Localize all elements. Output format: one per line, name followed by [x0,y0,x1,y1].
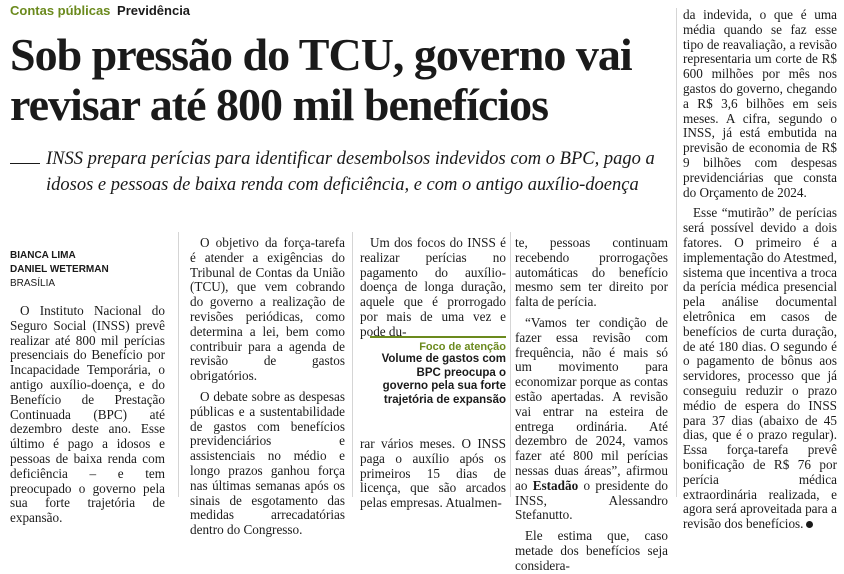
paragraph [515,316,668,523]
deck-rule [10,163,40,164]
author-2: DANIEL WETERMAN [10,264,109,275]
quote-text: “Vamos ter condição de fazer essa revisão com frequência, não é mais só um movimento para economizar porque as contas estão apertadas. A revisão vai entrar na esteira de entrega ordinária. Até dezembro de 2024, vamos fazer até 800 mil perícias nessas duas áreas”, afirmou ao [515,314,668,493]
column-2 [190,236,345,538]
deck-subtitle: INSS prepara perícias para identificar desembolsos indevidos com o BPC, pago a idosos e pessoas de baixa renda com deficiência, e com o antigo auxílio-doença [46,149,655,195]
byline [10,249,109,291]
paragraph: da indevida, o que é uma média quando se faz esse tipo de reavaliação, a revisão representaria um corte de R$ 600 milhões por mês nos gastos do governo, chegando a R$ 3,6 bilhões em seis meses. A cifra, segundo o INSS, já está embutida na previsão de economia de R$ 9 bilhões com despesas previdenciárias que consta do Orçamento de 2024. [683,7,837,200]
sidebar-box [370,336,506,407]
column-divider [510,232,511,497]
end-of-article-icon [806,521,813,528]
column-divider [676,8,677,497]
bridge-word: o [583,477,591,493]
paragraph [683,206,837,532]
newspaper-name: Estadão [532,477,579,493]
paragraph: O objetivo da força-tarefa é atender a exigências do Tribunal de Contas da União (TCU), que vem cobrando do governo a realização de revisões periódicas, como determina a lei, bem como contribuir para a agenda de revisão de gastos obrigatórios. [190,235,345,384]
column-1 [10,304,165,526]
paragraph: O debate sobre as despesas públicas e a sustentabilidade de gastos com benefícios previdenciários e assistenciais no médio e longo prazos ganhou força nas últimas semanas após os sinais de esgotamento das medidas arrecadatórias dentro do Congresso. [190,388,345,538]
column-3-bottom [360,437,506,511]
paragraph: te, pessoas continuam recebendo prorrogações automáticas do benefício mesmo sem ter direito por falta de perícia. [515,235,668,310]
column-4 [515,236,668,574]
kicker-section: Contas públicas [10,3,111,18]
paragraph: Ele estima que, caso metade dos benefícios seja considera- [515,528,668,573]
quote-attribution: presidente do INSS, Alessandro Stefanutto. [515,477,668,523]
byline-location: BRASÍLIA [10,278,56,289]
sidebar-tag: Foco de atenção [419,341,506,353]
headline: Sob pressão do TCU, governo vai revisar até 800 mil benefícios [10,29,632,130]
closing-text: Esse “mutirão” de perícias será possível devido a dois fatores. O primeiro é a implementação do Atestmed, sistema que incentiva a troca da perícia médica presencial pela análise documental eletrônica em casos de benefícios de curta duração, de até 180 dias. O segundo é o pagamento de bônus aos servidores, processo que já conseguiu reduzir o prazo médio de espera do INSS para 37 dias (abaixo de 45 dias, que é o prazo regular). Essa força-tarefa prevê bonificação de R$ 76 por perícia médica extraordinária realizada, e agora será aproveitada para a revisão dos benefícios. [683,205,837,532]
kicker-subsection: Previdência [117,3,191,18]
paragraph: Um dos focos do INSS é realizar perícias no pagamento do auxílio-doença de longa duração, aquele que é prorrogado por mais de uma vez e pode du- [360,235,506,339]
column-divider [178,232,179,497]
column-3-top [360,236,506,340]
author-1: BIANCA LIMA [10,250,76,261]
column-5 [683,8,837,532]
paragraph: rar vários meses. O INSS paga o auxílio após os primeiros 15 dias de licença, que são arcados pelas empresas. Atualmen- [360,436,506,511]
section-kicker [10,3,190,18]
paragraph: O Instituto Nacional do Seguro Social (INSS) prevê realizar até 800 mil perícias presenciais do Benefício por Incapacidade Temporária, o antigo auxílio-doença, e do Benefício de Prestação Continuada (BPC) até dezembro deste ano. Esse último é pago a idosos e pessoas de baixa renda com deficiência – e tem preocupado o governo pela sua forte trajetória de expansão. [10,303,165,526]
sidebar-text: Volume de gastos com BPC preocupa o governo pela sua forte trajetória de expansão [381,353,506,406]
column-divider [352,232,353,497]
